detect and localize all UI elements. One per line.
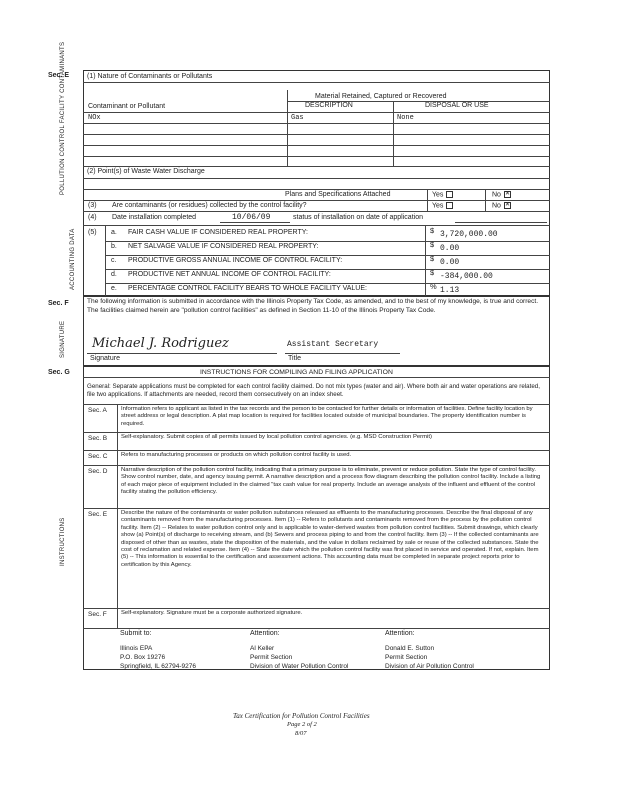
- sec-f-side-label: SIGNATURE: [60, 320, 66, 358]
- attention-air-label: Attention:: [385, 630, 415, 637]
- item3-text: Are contaminants (or residues) collected by the control facility?: [112, 202, 307, 209]
- accounting-label: PRODUCTIVE NET ANNUAL INCOME OF CONTROL FACILITY:: [128, 271, 331, 278]
- row-divider: [105, 283, 550, 284]
- accounting-unit: %: [430, 282, 437, 291]
- accounting-letter: e.: [111, 285, 117, 292]
- instruction-divider: [83, 404, 550, 405]
- signature-caption: Signature: [90, 355, 120, 362]
- row1-contaminant[interactable]: NOx: [88, 114, 101, 122]
- instruction-divider: [83, 450, 550, 451]
- addr3-line: Permit Section: [385, 654, 428, 661]
- item4-text-a: Date installation completed: [112, 214, 197, 221]
- submit-to-label: Submit to:: [120, 630, 152, 637]
- accounting-label: NET SALVAGE VALUE IF CONSIDERED REAL PROPERTY:: [128, 243, 319, 250]
- addr3-line: Donald E. Sutton: [385, 645, 435, 652]
- item3-no[interactable]: [492, 202, 511, 210]
- footer-title: Tax Certification for Pollution Control Facilities: [233, 712, 370, 720]
- accounting-label: PERCENTAGE CONTROL FACILITY BEARS TO WHOLE FACILITY VALUE:: [128, 285, 367, 292]
- item4-text-b: status of installation on date of application: [293, 214, 423, 221]
- sec-e-label: Sec. E: [48, 72, 70, 79]
- instruction-section-label: Sec. D: [88, 468, 108, 475]
- instruction-section-label: Sec. C: [88, 453, 108, 460]
- item4-num: (4): [88, 214, 97, 221]
- title-caption: Title: [288, 355, 301, 362]
- sec-f-label: Sec. F: [48, 300, 69, 307]
- accounting-value[interactable]: 0.00: [440, 244, 460, 253]
- plans-yes[interactable]: [432, 191, 453, 199]
- col-contaminant: Contaminant or Pollutant: [88, 103, 166, 110]
- instruction-divider: [83, 608, 550, 609]
- instruction-section-label: Sec. A: [88, 407, 107, 414]
- item3-yes-checkbox[interactable]: [446, 202, 453, 209]
- accounting-value[interactable]: -384,000.00: [440, 272, 493, 281]
- instruction-text: Information refers to applicant as listed in the tax records and the person to be contacted for further details or information of facilities. Define facility location by street address or legal description. A plat map location is required for facilities located outside of municipal boundaries. The property identification number is required.: [121, 406, 533, 427]
- footer-date: 8/07: [295, 730, 307, 737]
- accounting-value[interactable]: 0.00: [440, 258, 460, 267]
- signature: Michael J. Rodriguez: [92, 336, 229, 351]
- plans-no[interactable]: [492, 191, 511, 199]
- item3-yes-label: Yes: [432, 202, 444, 210]
- row-divider: [105, 241, 550, 242]
- instruction-divider: [83, 432, 550, 433]
- instruction-section-label: Sec. F: [88, 611, 107, 618]
- instruction-section-label: Sec. E: [88, 511, 108, 518]
- item3-no-checkbox[interactable]: ✕: [504, 202, 510, 208]
- row-divider: [105, 269, 550, 270]
- row1-disposal[interactable]: None: [397, 114, 414, 122]
- item3-yes[interactable]: [432, 202, 453, 210]
- instruction-text: Self-explanatory. Submit copies of all permits issued by local pollution control agencies. (e.g. MSD Construction Permit): [121, 434, 432, 440]
- plans-label: Plans and Specifications Attached: [285, 191, 391, 198]
- waste-water-label: (2) Point(s) of Waste Water Discharge: [87, 168, 205, 175]
- addr2-line: Al Keller: [250, 645, 275, 652]
- attention-water-label: Attention:: [250, 630, 280, 637]
- accounting-letter: d.: [111, 271, 117, 278]
- item3-no-label: No: [492, 202, 501, 210]
- item3-num: (3): [88, 202, 97, 209]
- accounting-letter: b.: [111, 243, 117, 250]
- addr1-line: Springfield, IL 62794-9276: [120, 663, 197, 670]
- accounting-unit: $: [430, 226, 435, 235]
- material-header: Material Retained, Captured or Recovered: [315, 93, 447, 100]
- instruction-text: Describe the nature of the contaminants or water pollution substances released as effluents to the manufacturing processes. Describe the final disposal of any contaminants removed from the manufacturing processes. Item (1) -- Refers to pollutants and contaminants removed from the process by the pollution control facility. Item (2) -- Relates to water pollution control only and is applicable to water-derived wastes from pollution control facilities. Submit drawings, which clearly show (a) Point(s) of discharge to receiving stream, and (b) Sewers and process piping to and from the control facility. Item (3) -- If the collected contaminants are disposed of other than as wastes, state the disposition of the materials, and the value in dollars reclaimed by sale or reuse of the collected substances. State the cost of reclamation and related expense. Item (4) -- State the date which the pollution control facility was first placed in service and operated. If not, explain. Item (5) -- This information is essential to the certification and assessment actions. This accounting data must be completed in separate project reports prior to certification by this Agency.: [121, 510, 539, 568]
- accounting-unit: $: [430, 268, 435, 277]
- plans-no-label: No: [492, 191, 501, 199]
- row1-description[interactable]: Gas: [291, 114, 304, 122]
- accounting-label: PRODUCTIVE GROSS ANNUAL INCOME OF CONTROL FACILITY:: [128, 257, 343, 264]
- nature-title: (1) Nature of Contaminants or Pollutants: [87, 73, 213, 80]
- col-description: DESCRIPTION: [305, 102, 353, 109]
- plans-yes-label: Yes: [432, 191, 444, 199]
- instruction-text: Narrative description of the pollution control facility, indicating that a primary purpose is to eliminate, prevent or reduce pollution. State the type of control facility. Show control number, date, and agency issuing permit. A narrative description and a process flow diagram describing the pollution control facility. Include a listing of each major piece of equipment included in the claimed "tax cash value for real property. Include an average analysis of the influent and effluent of the control facility stating the pollution efficiency.: [121, 467, 541, 496]
- row-divider: [105, 255, 550, 256]
- item4-date[interactable]: 10/06/09: [232, 213, 271, 222]
- addr2-line: Division of Water Pollution Control: [250, 663, 349, 670]
- addr2-line: Permit Section: [250, 654, 293, 661]
- instruction-divider: [83, 508, 550, 509]
- accounting-value[interactable]: 3,720,000.00: [440, 230, 498, 239]
- addr1-line: P.O. Box 19276: [120, 654, 166, 661]
- footer-page: Page 2 of 2: [287, 721, 317, 728]
- item5-num: (5): [88, 229, 97, 236]
- instruction-text: Self-explanatory. Signature must be a corporate authorized signature.: [121, 610, 303, 616]
- accounting-letter: a.: [111, 229, 117, 236]
- sec-g-side-label: INSTRUCTIONS: [60, 517, 66, 566]
- col-disposal: DISPOSAL OR USE: [425, 102, 489, 109]
- accounting-unit: $: [430, 240, 435, 249]
- instructions-title: INSTRUCTIONS FOR COMPILING AND FILING APPLICATION: [200, 369, 393, 376]
- sec-g-label: Sec. G: [48, 369, 70, 376]
- plans-yes-checkbox[interactable]: [446, 191, 453, 198]
- certification-statement: The following information is submitted in accordance with the Illinois Property Tax Code, as amended, and to the best of my knowledge, is true and correct. The facilities claimed herein are "pollution control facilities" as defined in Section 11-10 of the Illinois Property Tax Code.: [87, 298, 539, 314]
- accounting-value[interactable]: 1.13: [440, 286, 460, 295]
- sec-e-side-label-contaminants: POLLUTION CONTROL FACILITY CONTAMINANTS: [60, 41, 66, 195]
- instruction-divider: [83, 465, 550, 466]
- title-value[interactable]: Assistant Secretary: [287, 340, 379, 349]
- accounting-label: FAIR CASH VALUE IF CONSIDERED REAL PROPERTY:: [128, 229, 308, 236]
- sec-e-side-label-accounting: ACCOUNTING DATA: [70, 228, 76, 290]
- addr3-line: Division of Air Pollution Control: [385, 663, 474, 670]
- plans-no-checkbox[interactable]: ✕: [504, 191, 510, 197]
- addr1-line: Illinois EPA: [120, 645, 153, 652]
- instruction-text: Refers to manufacturing processes or products on which pollution control facility is used.: [121, 452, 352, 458]
- accounting-unit: $: [430, 254, 435, 263]
- general-instructions: General: Separate applications must be completed for each control facility claimed. Do not mix types (water and air). Where both air and water operations are related, file two applications. If attachments are needed, record them consecutively on an index sheet.: [87, 383, 540, 399]
- instruction-section-label: Sec. B: [88, 435, 108, 442]
- accounting-letter: c.: [111, 257, 117, 264]
